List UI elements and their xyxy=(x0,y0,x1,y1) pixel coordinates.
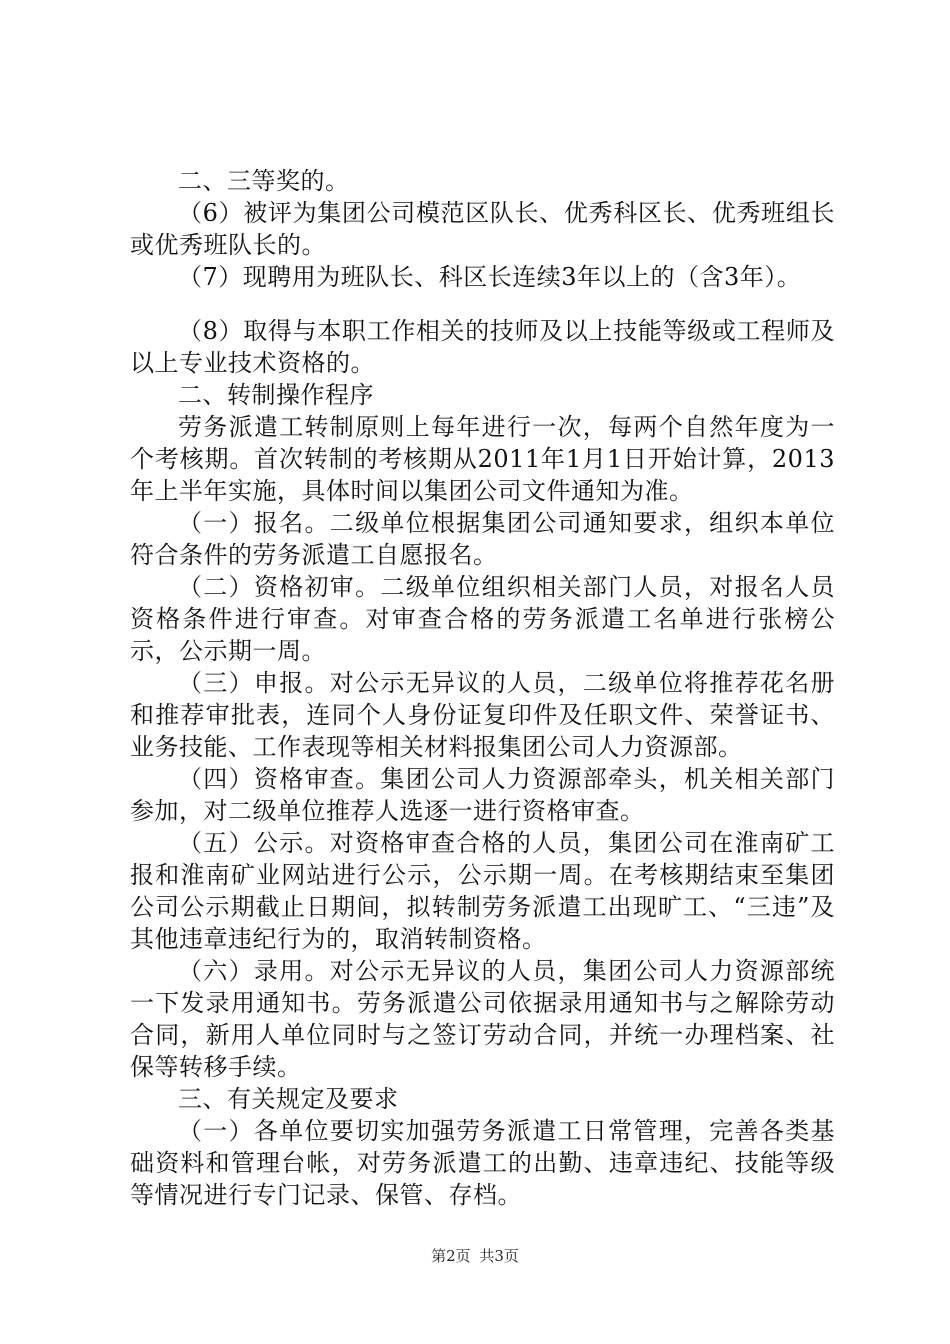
document-body xyxy=(130,165,835,1211)
page-footer xyxy=(0,1246,950,1266)
paragraph: （二）资格初审。二级单位组织相关部门人员，对报名人员资格条件进行审查。对审查合格的劳务派遣工名单进行张榜公示，公示期一周。 xyxy=(130,573,835,665)
paragraph: 劳务派遣工转制原则上每年进行一次，每两个自然年度为一个考核期。首次转制的考核期从2011年1月1日开始计算，2013年上半年实施，具体时间以集团公司文件通知为准。 xyxy=(130,413,835,505)
paragraph: （8）取得与本职工作相关的技师及以上技能等级或工程师及以上专业技术资格的。 xyxy=(130,317,835,377)
section-heading: 三、有关规定及要求 xyxy=(178,1085,399,1113)
paragraph: （一）报名。二级单位根据集团公司通知要求，组织本单位符合条件的劳务派遣工自愿报名。 xyxy=(130,509,835,569)
paragraph: （三）申报。对公示无异议的人员，二级单位将推荐花名册和推荐审批表，连同个人身份证复印件及任职文件、荣誉证书、业务技能、工作表现等相关材料报集团公司人力资源部。 xyxy=(130,669,835,761)
section-heading: 二、转制操作程序 xyxy=(178,381,374,409)
paragraph: 二、三等奖的。 xyxy=(178,167,350,195)
paragraph-gap xyxy=(130,293,835,315)
paragraph: （6）被评为集团公司模范区队长、优秀科区长、优秀班组长或优秀班队长的。 xyxy=(130,199,835,259)
paragraph: （一）各单位要切实加强劳务派遣工日常管理，完善各类基础资料和管理台帐，对劳务派遣工的出勤、违章违纪、技能等级等情况进行专门记录、保管、存档。 xyxy=(130,1117,835,1209)
page-total: 共3页 xyxy=(479,1247,519,1265)
paragraph: （7）现聘用为班队长、科区长连续3年以上的（含3年）。 xyxy=(178,263,802,291)
paragraph: （六）录用。对公示无异议的人员，集团公司人力资源部统一下发录用通知书。劳务派遣公司依据录用通知书与之解除劳动合同，新用人单位同时与之签订劳动合同，并统一办理档案、社保等转移手续。 xyxy=(130,957,835,1081)
paragraph: （四）资格审查。集团公司人力资源部牵头，机关相关部门参加，对二级单位推荐人选逐一进行资格审查。 xyxy=(130,765,835,825)
page-number: 第2页 xyxy=(431,1247,471,1265)
paragraph: （五）公示。对资格审查合格的人员，集团公司在淮南矿工报和淮南矿业网站进行公示，公示期一周。在考核期结束至集团公司公示期截止日期间，拟转制劳务派遣工出现旷工、“三违”及其他违章违纪行为的，取消转制资格。 xyxy=(130,829,835,953)
